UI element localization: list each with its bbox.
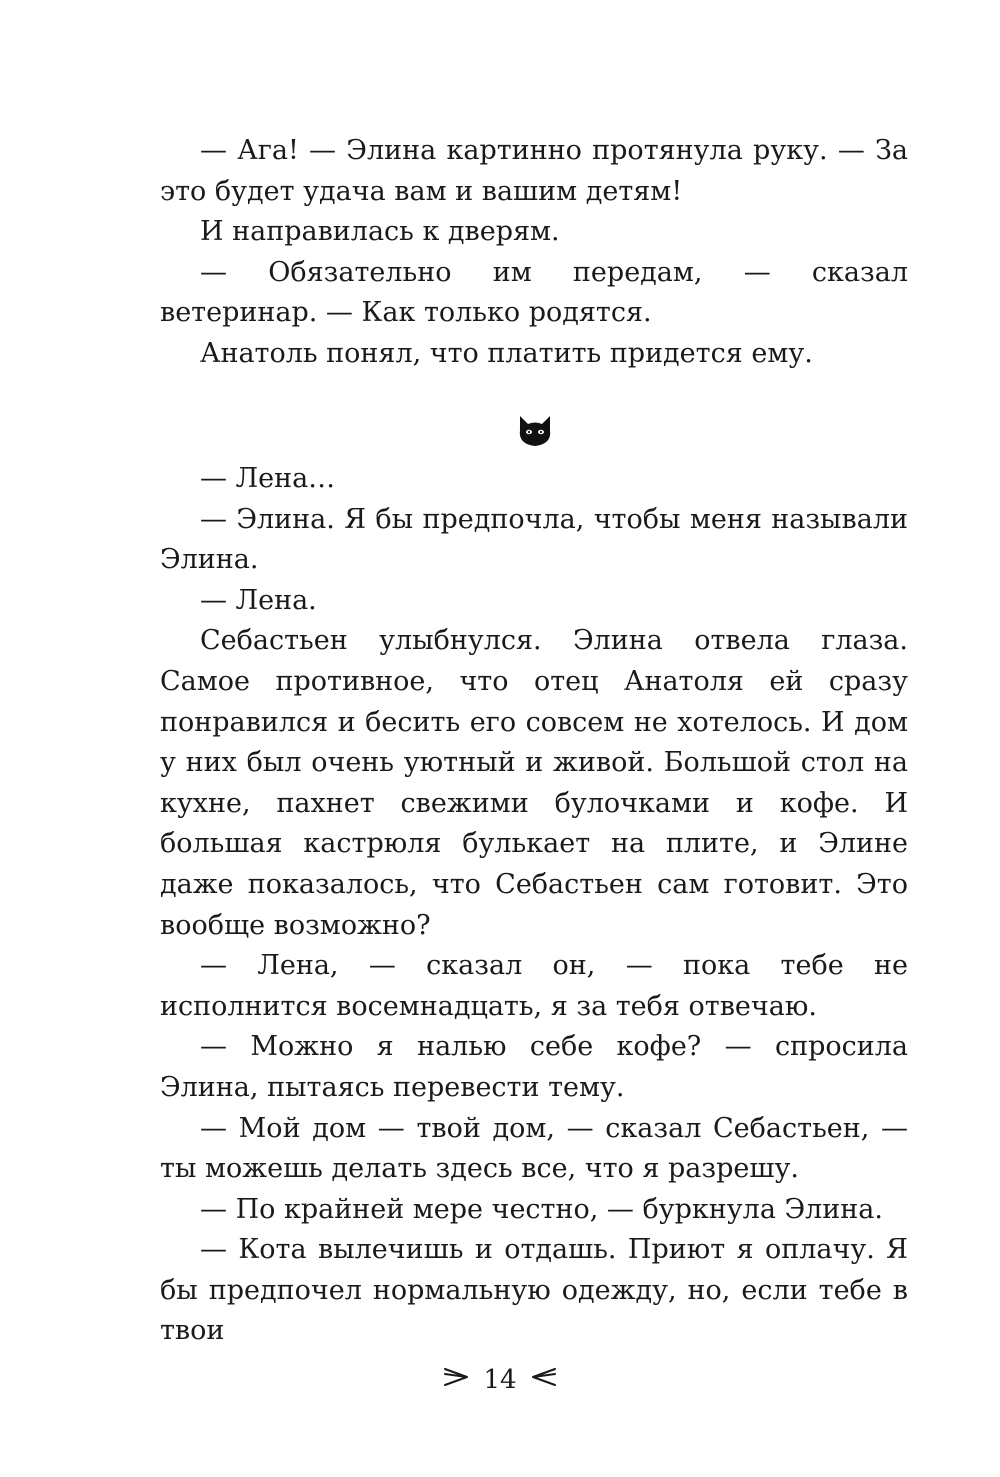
paragraph: Анатоль понял, что платить придется ему. <box>200 337 813 369</box>
paragraph: — Лена. <box>200 584 317 616</box>
paragraph: — Обязательно им передам, — сказал ветеринар. — Как только родятся. <box>160 256 908 329</box>
cat-head-icon <box>516 414 554 448</box>
left-angle-ornament-icon <box>531 1363 557 1397</box>
paragraph: — Лена… <box>200 463 336 494</box>
page-footer <box>0 1362 1000 1397</box>
paragraph: — Элина. Я бы предпочла, чтобы меня называли Элина. <box>160 503 908 576</box>
page-number: 14 <box>483 1365 517 1395</box>
paragraph: И направилась к дверям. <box>200 216 560 248</box>
paragraph: — Мой дом — твой дом, — сказал Себастьен, — ты можешь делать здесь все, что я разрешу. <box>160 1112 908 1185</box>
paragraph: — По крайней мере честно, — буркнула Элина. <box>200 1193 883 1225</box>
paragraph: — Ага! — Элина картинно протянула руку. — За это будет удача вам и вашим детям! <box>160 135 908 207</box>
paragraph: — Можно я налью себе кофе? — спросила Элина, пытаясь перевести тему. <box>160 1031 908 1103</box>
text-block-top <box>160 131 908 375</box>
text-block-bottom <box>160 459 908 1352</box>
right-angle-ornament-icon <box>443 1363 469 1397</box>
paragraph: — Лена, — сказал он, — пока тебе не исполнится восемнадцать, я за тебя отвечаю. <box>160 950 908 1022</box>
paragraph: — Кота вылечишь и отдашь. Приют я оплачу. Я бы предпочел нормальную одежду, но, если тебе в твои <box>160 1234 908 1347</box>
paragraph: Себастьен улыбнулся. Элина отвела глаза. Самое противное, что отец Анатоля ей сразу понравился и бесить его совсем не хотелось. И дом у них был очень уютный и живой. Большой стол на кухне, пахнет свежими булочками и кофе. И большая кастрюля булькает на плите, и Элине даже показалось, что Себастьен сам готовит. Это вообще возможно? <box>160 625 908 941</box>
